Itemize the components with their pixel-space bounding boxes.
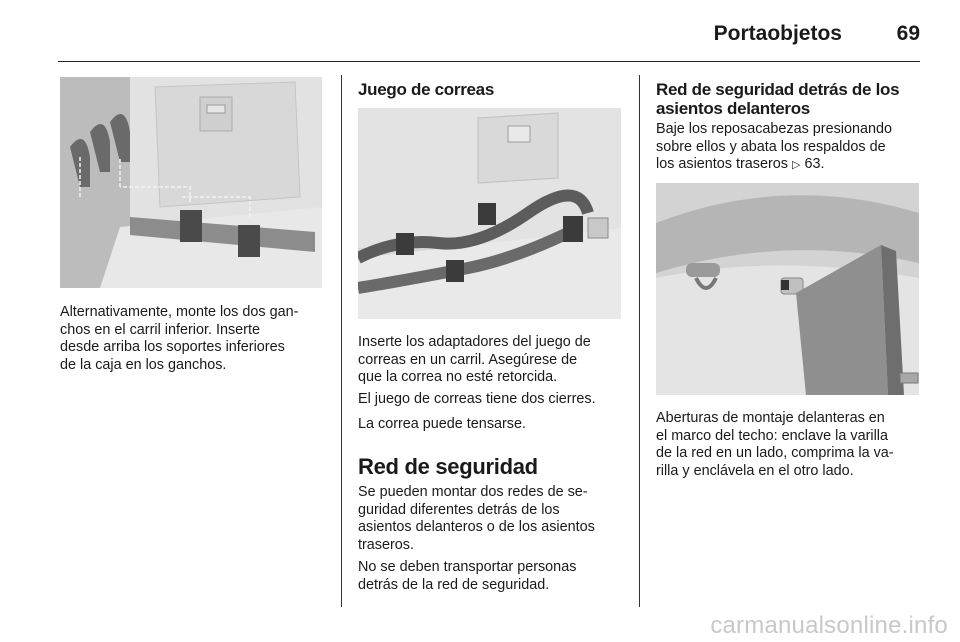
rail-hooks-illustration: [60, 77, 322, 288]
column-divider-1: [341, 75, 342, 607]
page-title: Portaobjetos: [713, 22, 842, 45]
page-number: 69: [896, 22, 920, 45]
page-reference: 63.: [804, 156, 825, 173]
col2-paragraph-4: Se pueden montar dos redes de se- guridad diferentes detrás de los asientos delanteros o de los asientos traseros.: [358, 484, 595, 553]
col3-paragraph-1-text: Baje los reposacabezas presionando sobre ellos y abata los respaldos de los asientos traseros: [656, 121, 893, 173]
section-heading-safety-net: Red de seguridad: [358, 454, 538, 479]
page-header: [58, 18, 920, 62]
strap-set-illustration: [358, 108, 621, 319]
watermark: carmanualsonline.info: [710, 612, 948, 639]
roof-mounting-opening-illustration: [656, 183, 919, 395]
arrow-ref-icon: ▷: [791, 159, 801, 172]
column-divider-2: [639, 75, 640, 607]
col3-paragraph-2: Aberturas de montaje delanteras en el marco del techo: enclave la varilla de la red en un lado, comprima la va- rilla y enclávela en el otro lado.: [656, 410, 894, 479]
col3-paragraph-1: [656, 121, 931, 175]
section-heading-net-front-seats: Red de seguridad detrás de los asientos delanteros: [656, 80, 900, 118]
section-heading-strap-set: Juego de correas: [358, 80, 494, 99]
col2-paragraph-3: La correa puede tensarse.: [358, 416, 527, 432]
col2-paragraph-5: No se deben transportar personas detrás de la red de seguridad.: [358, 559, 577, 593]
col2-paragraph-1: Inserte los adaptadores del juego de correas en un carril. Asegúrese de que la correa no esté retorcida.: [358, 334, 591, 386]
col1-paragraph: Alternativamente, monte los dos gan- chos en el carril inferior. Inserte desde arriba los soportes inferiores de la caja en los ganchos.: [60, 304, 299, 373]
col2-paragraph-2: El juego de correas tiene dos cierres.: [358, 391, 596, 407]
